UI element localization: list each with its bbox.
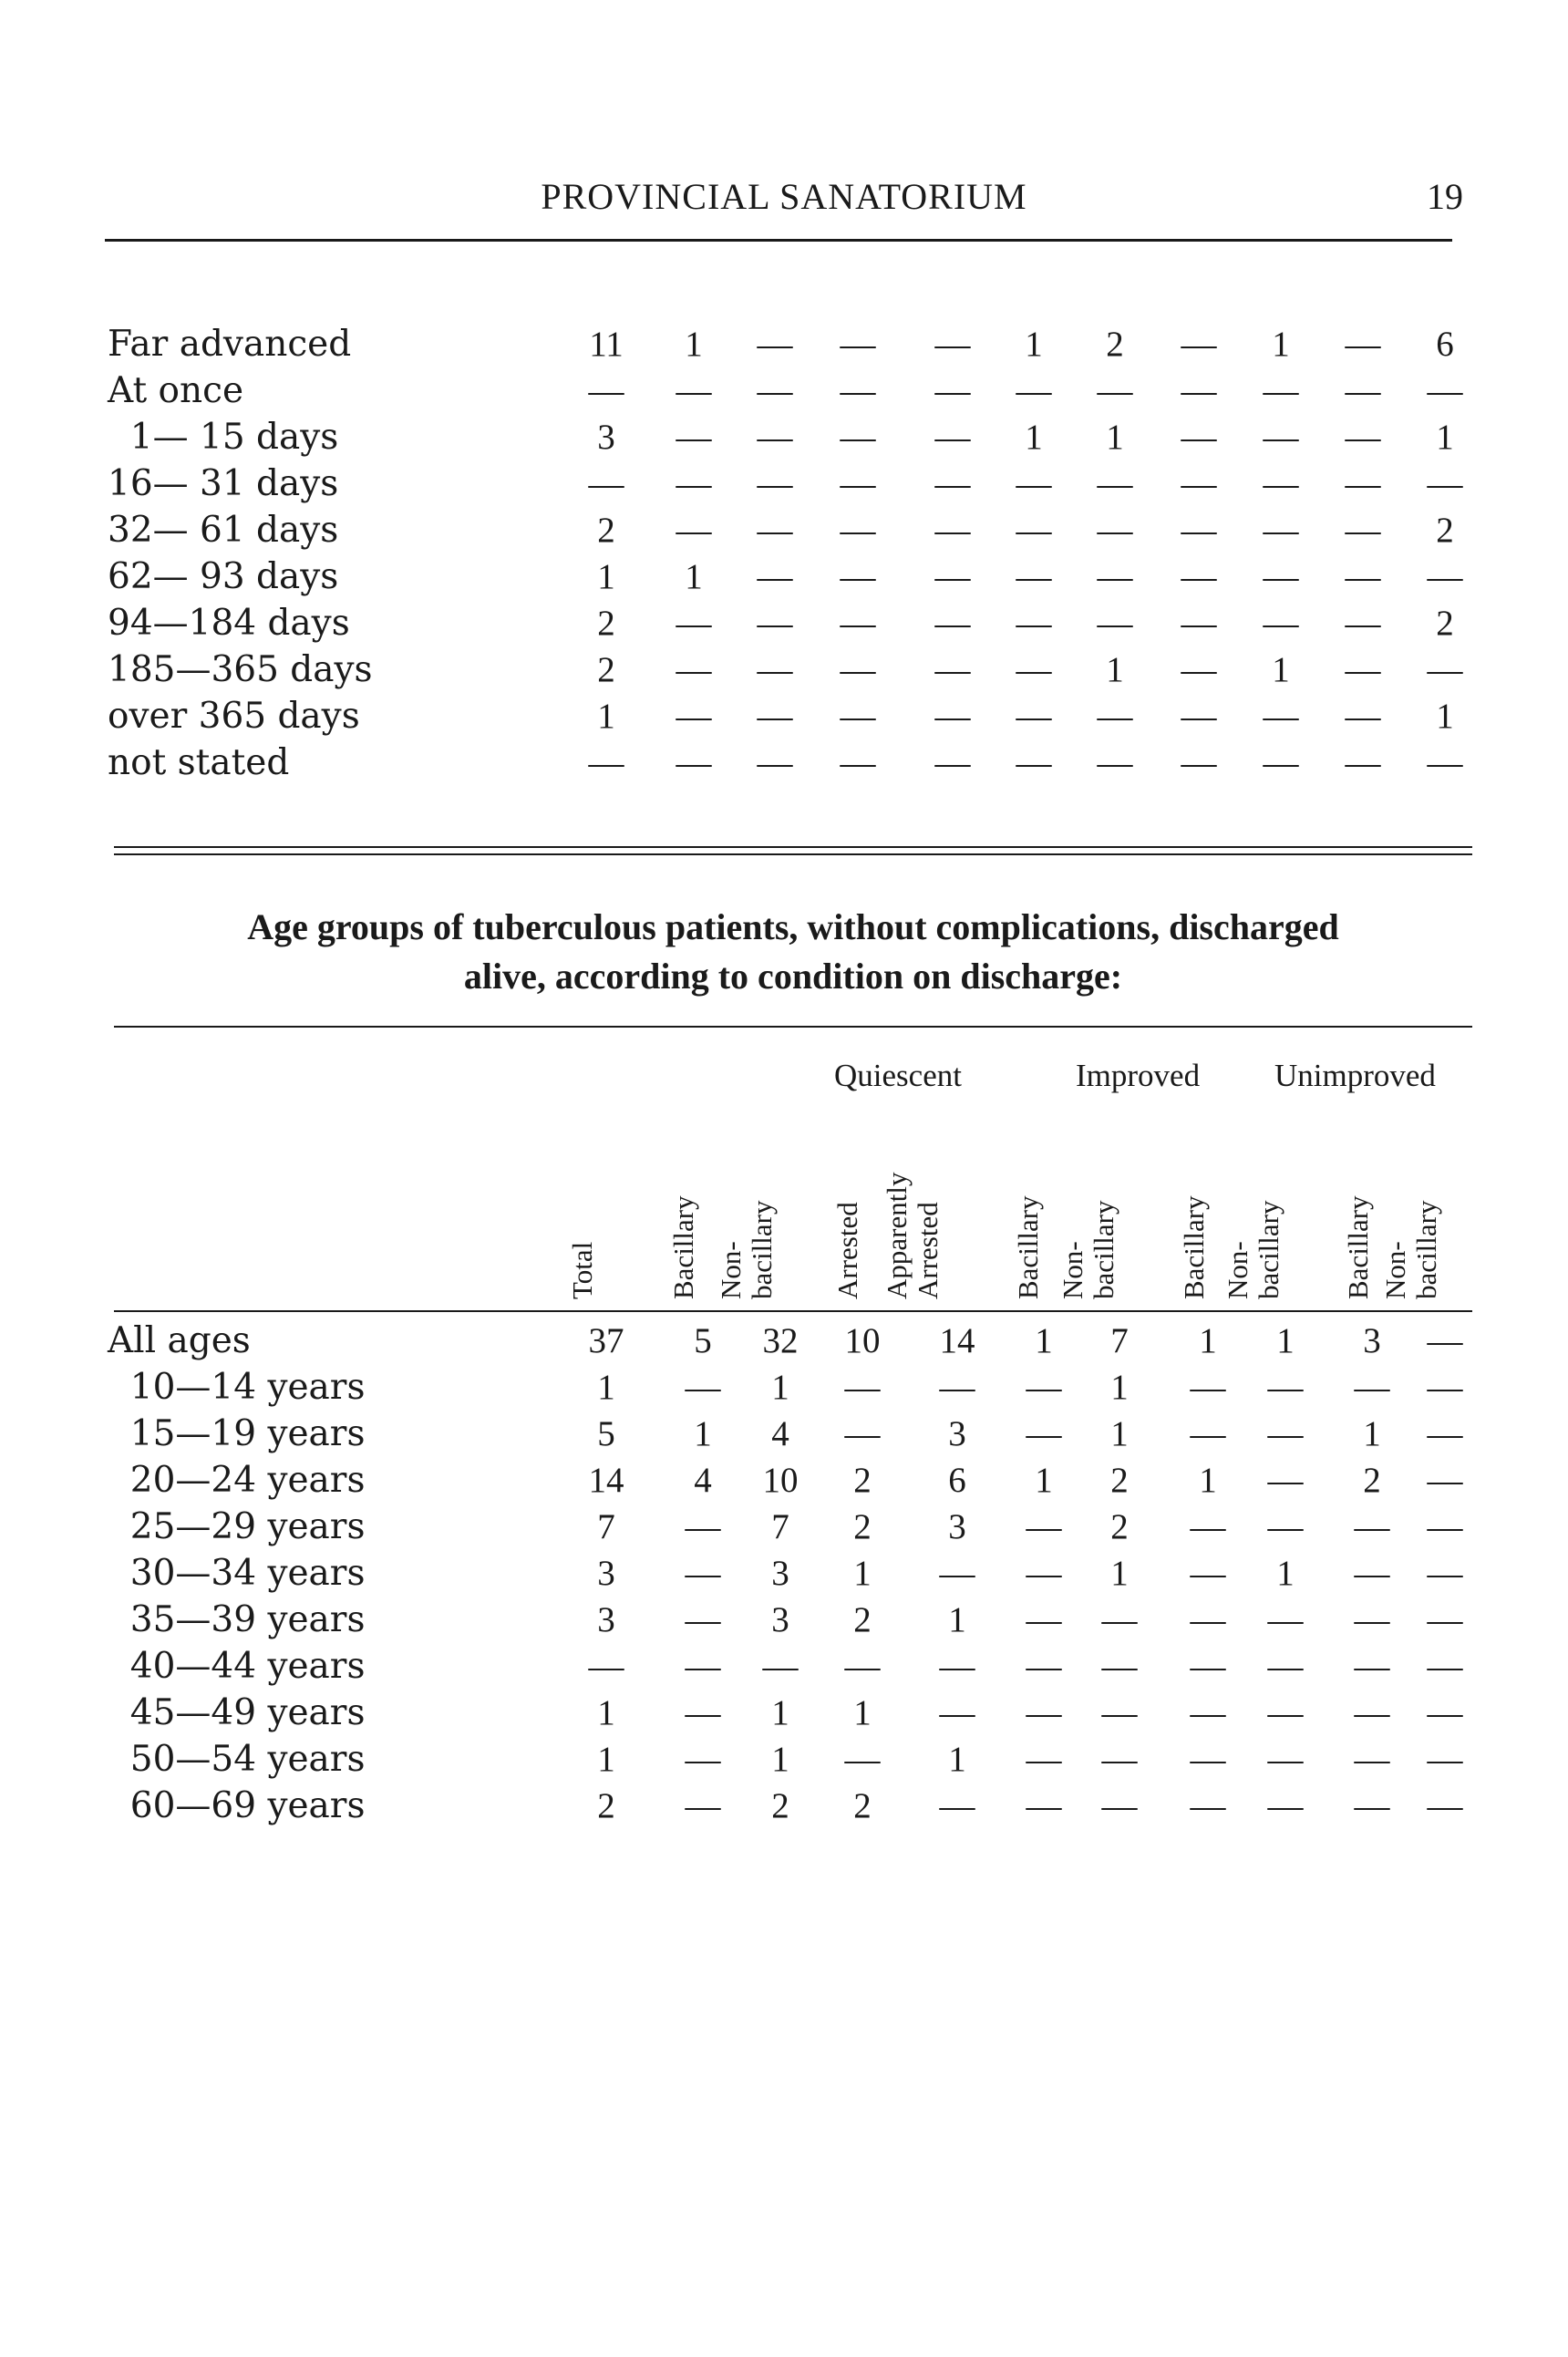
table-cell: 1 [1025, 418, 1043, 457]
table-cell: 1 [1110, 1414, 1129, 1453]
table-cell: — [844, 1368, 881, 1407]
table-row [108, 324, 1475, 371]
table-cell: — [1267, 1740, 1304, 1779]
table-cell: — [1026, 1647, 1062, 1686]
table-cell: — [1016, 650, 1052, 689]
table-cell: — [588, 743, 624, 782]
table-cell: 3 [597, 418, 615, 457]
table-cell: — [1345, 557, 1381, 596]
table-cell: — [1427, 743, 1463, 782]
table-cell: — [1263, 557, 1299, 596]
table-cell: — [934, 464, 971, 503]
table-cell: 1 [1106, 418, 1124, 457]
table-cell: — [1427, 1461, 1463, 1500]
table-cell: — [685, 1368, 721, 1407]
table-cell: — [939, 1368, 975, 1407]
table-row [108, 696, 1475, 743]
table-cell: 5 [694, 1321, 712, 1360]
table-cell: — [934, 743, 971, 782]
table-cell: — [685, 1507, 721, 1546]
table-cell: — [1427, 1647, 1463, 1686]
table-cell: — [1026, 1554, 1062, 1593]
table-cell: — [840, 743, 876, 782]
table-cell: — [1026, 1786, 1062, 1825]
table-cell: 2 [597, 511, 615, 550]
table-row [108, 556, 1475, 604]
table-cell: — [1181, 418, 1217, 457]
table-cell: — [757, 604, 793, 643]
caption-line: alive, according to condition on discharge: [463, 956, 1123, 997]
table-cell: — [1427, 464, 1463, 503]
table-cell: — [1190, 1600, 1226, 1639]
column-header-non-bacillary: Non- bacillary [1222, 1200, 1284, 1299]
table-cell: — [757, 418, 793, 457]
group-header-improved: Improved [1076, 1058, 1201, 1093]
table-cell: — [1097, 464, 1133, 503]
table-cell: — [1097, 371, 1133, 410]
table-cell: 1 [853, 1693, 872, 1732]
table-cell: — [757, 511, 793, 550]
table-cell: 1 [1035, 1461, 1053, 1500]
table-cell: — [1345, 325, 1381, 364]
table-cell: — [1354, 1740, 1390, 1779]
table-cell: — [1101, 1786, 1138, 1825]
table-cell: — [1101, 1600, 1138, 1639]
table-cell: — [1097, 557, 1133, 596]
table-cell: — [1026, 1693, 1062, 1732]
table-cell: — [939, 1693, 975, 1732]
page-number: 19 [1427, 176, 1463, 217]
table-cell: — [1267, 1647, 1304, 1686]
table-cell: 1 [1436, 697, 1454, 736]
table-cell: — [1354, 1554, 1390, 1593]
table-cell: — [1267, 1414, 1304, 1453]
table-cell: — [1181, 604, 1217, 643]
table-cell: — [676, 650, 712, 689]
table-cell: — [1345, 697, 1381, 736]
table-cell: — [840, 557, 876, 596]
table-cell: — [676, 511, 712, 550]
table-cell: — [1026, 1740, 1062, 1779]
table-cell: — [1097, 697, 1133, 736]
table-cell: — [757, 650, 793, 689]
table-cell: — [1263, 697, 1299, 736]
table-cell: — [1263, 743, 1299, 782]
table-cell: — [1427, 1600, 1463, 1639]
table-cell: — [1181, 325, 1217, 364]
table-cell: — [840, 697, 876, 736]
table-cell: — [840, 604, 876, 643]
row-label: 1— 15 days [108, 417, 339, 458]
table-cell: — [1263, 604, 1299, 643]
table-cell: — [1181, 371, 1217, 410]
table-cell: — [1267, 1786, 1304, 1825]
table-cell: 2 [1110, 1461, 1129, 1500]
running-title: PROVINCIAL SANATORIUM [541, 176, 1027, 217]
table-cell: — [840, 511, 876, 550]
table-row [108, 417, 1475, 464]
table-cell: 1 [597, 557, 615, 596]
table-cell: 1 [597, 1368, 615, 1407]
table-cell: — [939, 1647, 975, 1686]
table-cell: — [1026, 1414, 1062, 1453]
table-cell: — [840, 325, 876, 364]
table-cell: — [1026, 1368, 1062, 1407]
table-cell: 1 [694, 1414, 712, 1453]
table-cell: — [1016, 557, 1052, 596]
row-label: 60—69 years [108, 1785, 366, 1826]
section-rule [114, 853, 1472, 855]
row-label: 50—54 years [108, 1739, 366, 1780]
table-cell: 1 [771, 1368, 789, 1407]
table-cell: — [934, 604, 971, 643]
table-cell: — [844, 1740, 881, 1779]
table-cell: 7 [1110, 1321, 1129, 1360]
group-header-quiescent: Quiescent [834, 1058, 962, 1093]
table-cell: — [685, 1786, 721, 1825]
header-bottom-rule [114, 1310, 1472, 1312]
column-header-apparently-arrested: Apparently Arrested [881, 1172, 944, 1299]
table-cell: — [1263, 371, 1299, 410]
row-label: All ages [108, 1320, 251, 1361]
table-cell: 1 [1199, 1321, 1217, 1360]
table-top-rule [114, 1026, 1472, 1028]
row-label: 45—49 years [108, 1692, 366, 1733]
table-cell: — [685, 1554, 721, 1593]
table-cell: — [757, 557, 793, 596]
table-cell: — [762, 1647, 799, 1686]
table-cell: 1 [1199, 1461, 1217, 1500]
table-cell: — [1427, 1368, 1463, 1407]
table-cell: 3 [597, 1600, 615, 1639]
table-cell: 2 [853, 1600, 872, 1639]
header-rule [105, 239, 1452, 242]
table-cell: 1 [1110, 1554, 1129, 1593]
table-cell: — [840, 464, 876, 503]
table-cell: 2 [597, 650, 615, 689]
column-header-total: Total [566, 1241, 598, 1299]
table-cell: — [1427, 1507, 1463, 1546]
table-cell: 1 [597, 1740, 615, 1779]
table-cell: — [1016, 604, 1052, 643]
row-label: At once [108, 370, 244, 411]
table-cell: — [1190, 1786, 1226, 1825]
table-row [108, 463, 1475, 511]
table-cell: — [934, 557, 971, 596]
table-row [108, 742, 1475, 790]
table-row [108, 1460, 1475, 1507]
table-cell: 2 [771, 1786, 789, 1825]
table-cell: — [1026, 1507, 1062, 1546]
table-cell: 1 [1436, 418, 1454, 457]
table-cell: — [939, 1786, 975, 1825]
table-cell: — [1267, 1693, 1304, 1732]
section-rule [114, 846, 1472, 848]
table-cell: — [757, 464, 793, 503]
table-row [108, 1413, 1475, 1461]
row-label: not stated [108, 742, 290, 783]
table-cell: — [1345, 371, 1381, 410]
table-cell: — [1181, 743, 1217, 782]
table-cell: 2 [853, 1786, 872, 1825]
table-cell: — [676, 743, 712, 782]
table-cell: 4 [771, 1414, 789, 1453]
column-header-non-bacillary: Non- bacillary [715, 1200, 778, 1299]
table-cell: — [676, 418, 712, 457]
table-cell: — [1427, 1554, 1463, 1593]
table-cell: — [1427, 1786, 1463, 1825]
table-cell: — [1354, 1647, 1390, 1686]
table-cell: — [1345, 650, 1381, 689]
table-cell: — [1101, 1693, 1138, 1732]
table-cell: 2 [1363, 1461, 1381, 1500]
table-cell: 3 [948, 1414, 966, 1453]
table-cell: — [1101, 1740, 1138, 1779]
table-row [108, 370, 1475, 418]
table-row [108, 1692, 1475, 1740]
table-cell: — [757, 325, 793, 364]
caption-line: Age groups of tuberculous patients, without complications, discharged [247, 906, 1339, 947]
table-cell: — [1345, 418, 1381, 457]
table-cell: — [1016, 464, 1052, 503]
table-cell: 3 [597, 1554, 615, 1593]
table-cell: — [676, 371, 712, 410]
table-cell: 1 [597, 697, 615, 736]
table-cell: — [1190, 1647, 1226, 1686]
table-cell: — [1181, 511, 1217, 550]
column-header-arrested: Arrested [831, 1202, 863, 1299]
table-cell: — [1181, 650, 1217, 689]
table-row [108, 603, 1475, 650]
table-cell: 1 [948, 1740, 966, 1779]
table-cell: — [1354, 1693, 1390, 1732]
table-row [108, 1553, 1475, 1600]
column-header-bacillary: Bacillary [1012, 1195, 1044, 1299]
table-cell: — [757, 743, 793, 782]
table-cell: — [685, 1693, 721, 1732]
table-cell: 1 [948, 1600, 966, 1639]
table-row [108, 649, 1475, 697]
table-cell: — [1354, 1507, 1390, 1546]
table-cell: — [840, 650, 876, 689]
table-cell: 14 [939, 1321, 975, 1360]
table-cell: 2 [1106, 325, 1124, 364]
table-cell: 2 [597, 604, 615, 643]
table-cell: — [1026, 1600, 1062, 1639]
table-cell: — [1190, 1740, 1226, 1779]
table-row [108, 1367, 1475, 1414]
table-cell: 2 [853, 1507, 872, 1546]
table-cell: 2 [853, 1461, 872, 1500]
table-cell: 3 [948, 1507, 966, 1546]
table-cell: 1 [1363, 1414, 1381, 1453]
column-header-bacillary: Bacillary [667, 1195, 699, 1299]
table-cell: — [840, 371, 876, 410]
table-cell: 4 [694, 1461, 712, 1500]
row-label: 94—184 days [108, 603, 350, 644]
table-cell: — [934, 650, 971, 689]
column-header-non-bacillary: Non- bacillary [1057, 1200, 1119, 1299]
running-header [105, 175, 1463, 230]
table-caption [114, 903, 1472, 1001]
table-cell: 32 [762, 1321, 799, 1360]
table-cell: — [844, 1414, 881, 1453]
table-row [108, 1785, 1475, 1833]
table-cell: — [1427, 650, 1463, 689]
table-cell: 1 [1035, 1321, 1053, 1360]
table-cell: — [1354, 1786, 1390, 1825]
table-cell: — [1427, 371, 1463, 410]
table-cell: — [1263, 511, 1299, 550]
table-cell: 1 [853, 1554, 872, 1593]
table-cell: — [934, 418, 971, 457]
table-cell: 2 [1110, 1507, 1129, 1546]
table-cell: — [1267, 1507, 1304, 1546]
table-row [108, 1506, 1475, 1554]
table-cell: 1 [771, 1693, 789, 1732]
table-cell: — [1345, 511, 1381, 550]
table-cell: — [685, 1740, 721, 1779]
table-cell: 7 [597, 1507, 615, 1546]
table-cell: — [1190, 1507, 1226, 1546]
row-label: over 365 days [108, 696, 360, 737]
table-cell: 5 [597, 1414, 615, 1453]
row-label: 32— 61 days [108, 510, 339, 551]
table-cell: — [844, 1647, 881, 1686]
table-cell: — [1190, 1693, 1226, 1732]
table-cell: — [1097, 743, 1133, 782]
table-cell: — [1101, 1647, 1138, 1686]
table-cell: — [1263, 418, 1299, 457]
table-cell: 6 [1436, 325, 1454, 364]
table-cell: — [685, 1647, 721, 1686]
table-cell: 1 [597, 1693, 615, 1732]
column-header-non-bacillary: Non- bacillary [1379, 1200, 1442, 1299]
table-cell: 1 [1106, 650, 1124, 689]
row-label: 25—29 years [108, 1506, 366, 1547]
table-cell: — [1097, 604, 1133, 643]
row-label: 35—39 years [108, 1599, 366, 1640]
table-cell: — [1181, 557, 1217, 596]
table-row [108, 1646, 1475, 1693]
table-cell: — [1345, 604, 1381, 643]
row-label: Far advanced [108, 324, 352, 365]
row-label: 185—365 days [108, 649, 373, 690]
table-cell: — [1016, 371, 1052, 410]
table-row [108, 1599, 1475, 1647]
table-cell: — [934, 371, 971, 410]
table-cell: 1 [1272, 325, 1290, 364]
table-cell: 1 [685, 557, 703, 596]
table-cell: — [934, 325, 971, 364]
table-cell: 1 [1276, 1321, 1295, 1360]
table-cell: — [1427, 1321, 1463, 1360]
table-cell: 37 [588, 1321, 624, 1360]
row-label: 15—19 years [108, 1413, 366, 1454]
table-cell: — [1427, 1414, 1463, 1453]
table-cell: 1 [1272, 650, 1290, 689]
group-header-unimproved: Unimproved [1274, 1058, 1436, 1093]
table-cell: — [1016, 743, 1052, 782]
table-cell: — [1427, 557, 1463, 596]
table-cell: 1 [685, 325, 703, 364]
table-cell: — [676, 464, 712, 503]
row-label: 40—44 years [108, 1646, 366, 1687]
table-cell: 2 [1436, 604, 1454, 643]
table-cell: 1 [1025, 325, 1043, 364]
table-cell: — [1354, 1600, 1390, 1639]
table-cell: — [1345, 743, 1381, 782]
table-cell: — [1016, 697, 1052, 736]
table-cell: — [1016, 511, 1052, 550]
column-header-bacillary: Bacillary [1342, 1195, 1374, 1299]
row-label: 20—24 years [108, 1460, 366, 1501]
table-cell: — [1263, 464, 1299, 503]
row-label: 16— 31 days [108, 463, 339, 504]
table-cell: 10 [844, 1321, 881, 1360]
table-cell: 3 [771, 1554, 789, 1593]
row-label: 30—34 years [108, 1553, 366, 1594]
table-cell: — [1267, 1461, 1304, 1500]
table-row [108, 1739, 1475, 1786]
table-cell: — [1181, 464, 1217, 503]
table-cell: — [1190, 1554, 1226, 1593]
table-cell: — [1190, 1414, 1226, 1453]
table-cell: 1 [771, 1740, 789, 1779]
table-cell: — [588, 464, 624, 503]
table-cell: — [588, 1647, 624, 1686]
table-cell: 3 [771, 1600, 789, 1639]
table-cell: 7 [771, 1507, 789, 1546]
table-cell: 10 [762, 1461, 799, 1500]
table-cell: — [757, 371, 793, 410]
table-cell: — [1427, 1693, 1463, 1732]
table-row [108, 510, 1475, 557]
table-cell: 2 [597, 1786, 615, 1825]
table-cell: — [1267, 1600, 1304, 1639]
table-cell: 11 [589, 325, 624, 364]
table-cell: — [757, 697, 793, 736]
table-cell: 2 [1436, 511, 1454, 550]
row-label: 10—14 years [108, 1367, 366, 1408]
table-cell: — [676, 697, 712, 736]
table-cell: — [934, 511, 971, 550]
table-cell: — [1354, 1368, 1390, 1407]
table-cell: 3 [1363, 1321, 1381, 1360]
table-cell: — [1267, 1368, 1304, 1407]
table-cell: 6 [948, 1461, 966, 1500]
table-cell: — [685, 1600, 721, 1639]
table-row [108, 1320, 1475, 1368]
table-cell: — [1345, 464, 1381, 503]
column-header-bacillary: Bacillary [1178, 1195, 1210, 1299]
table-cell: — [939, 1554, 975, 1593]
table-cell: 1 [1110, 1368, 1129, 1407]
table-cell: — [1427, 1740, 1463, 1779]
table-cell: 1 [1276, 1554, 1295, 1593]
table-cell: — [676, 604, 712, 643]
table-cell: — [840, 418, 876, 457]
table-cell: — [588, 371, 624, 410]
table-cell: — [1181, 697, 1217, 736]
table-cell: — [1190, 1368, 1226, 1407]
table-cell: 14 [588, 1461, 624, 1500]
table-cell: — [1097, 511, 1133, 550]
row-label: 62— 93 days [108, 556, 339, 597]
table-cell: — [934, 697, 971, 736]
